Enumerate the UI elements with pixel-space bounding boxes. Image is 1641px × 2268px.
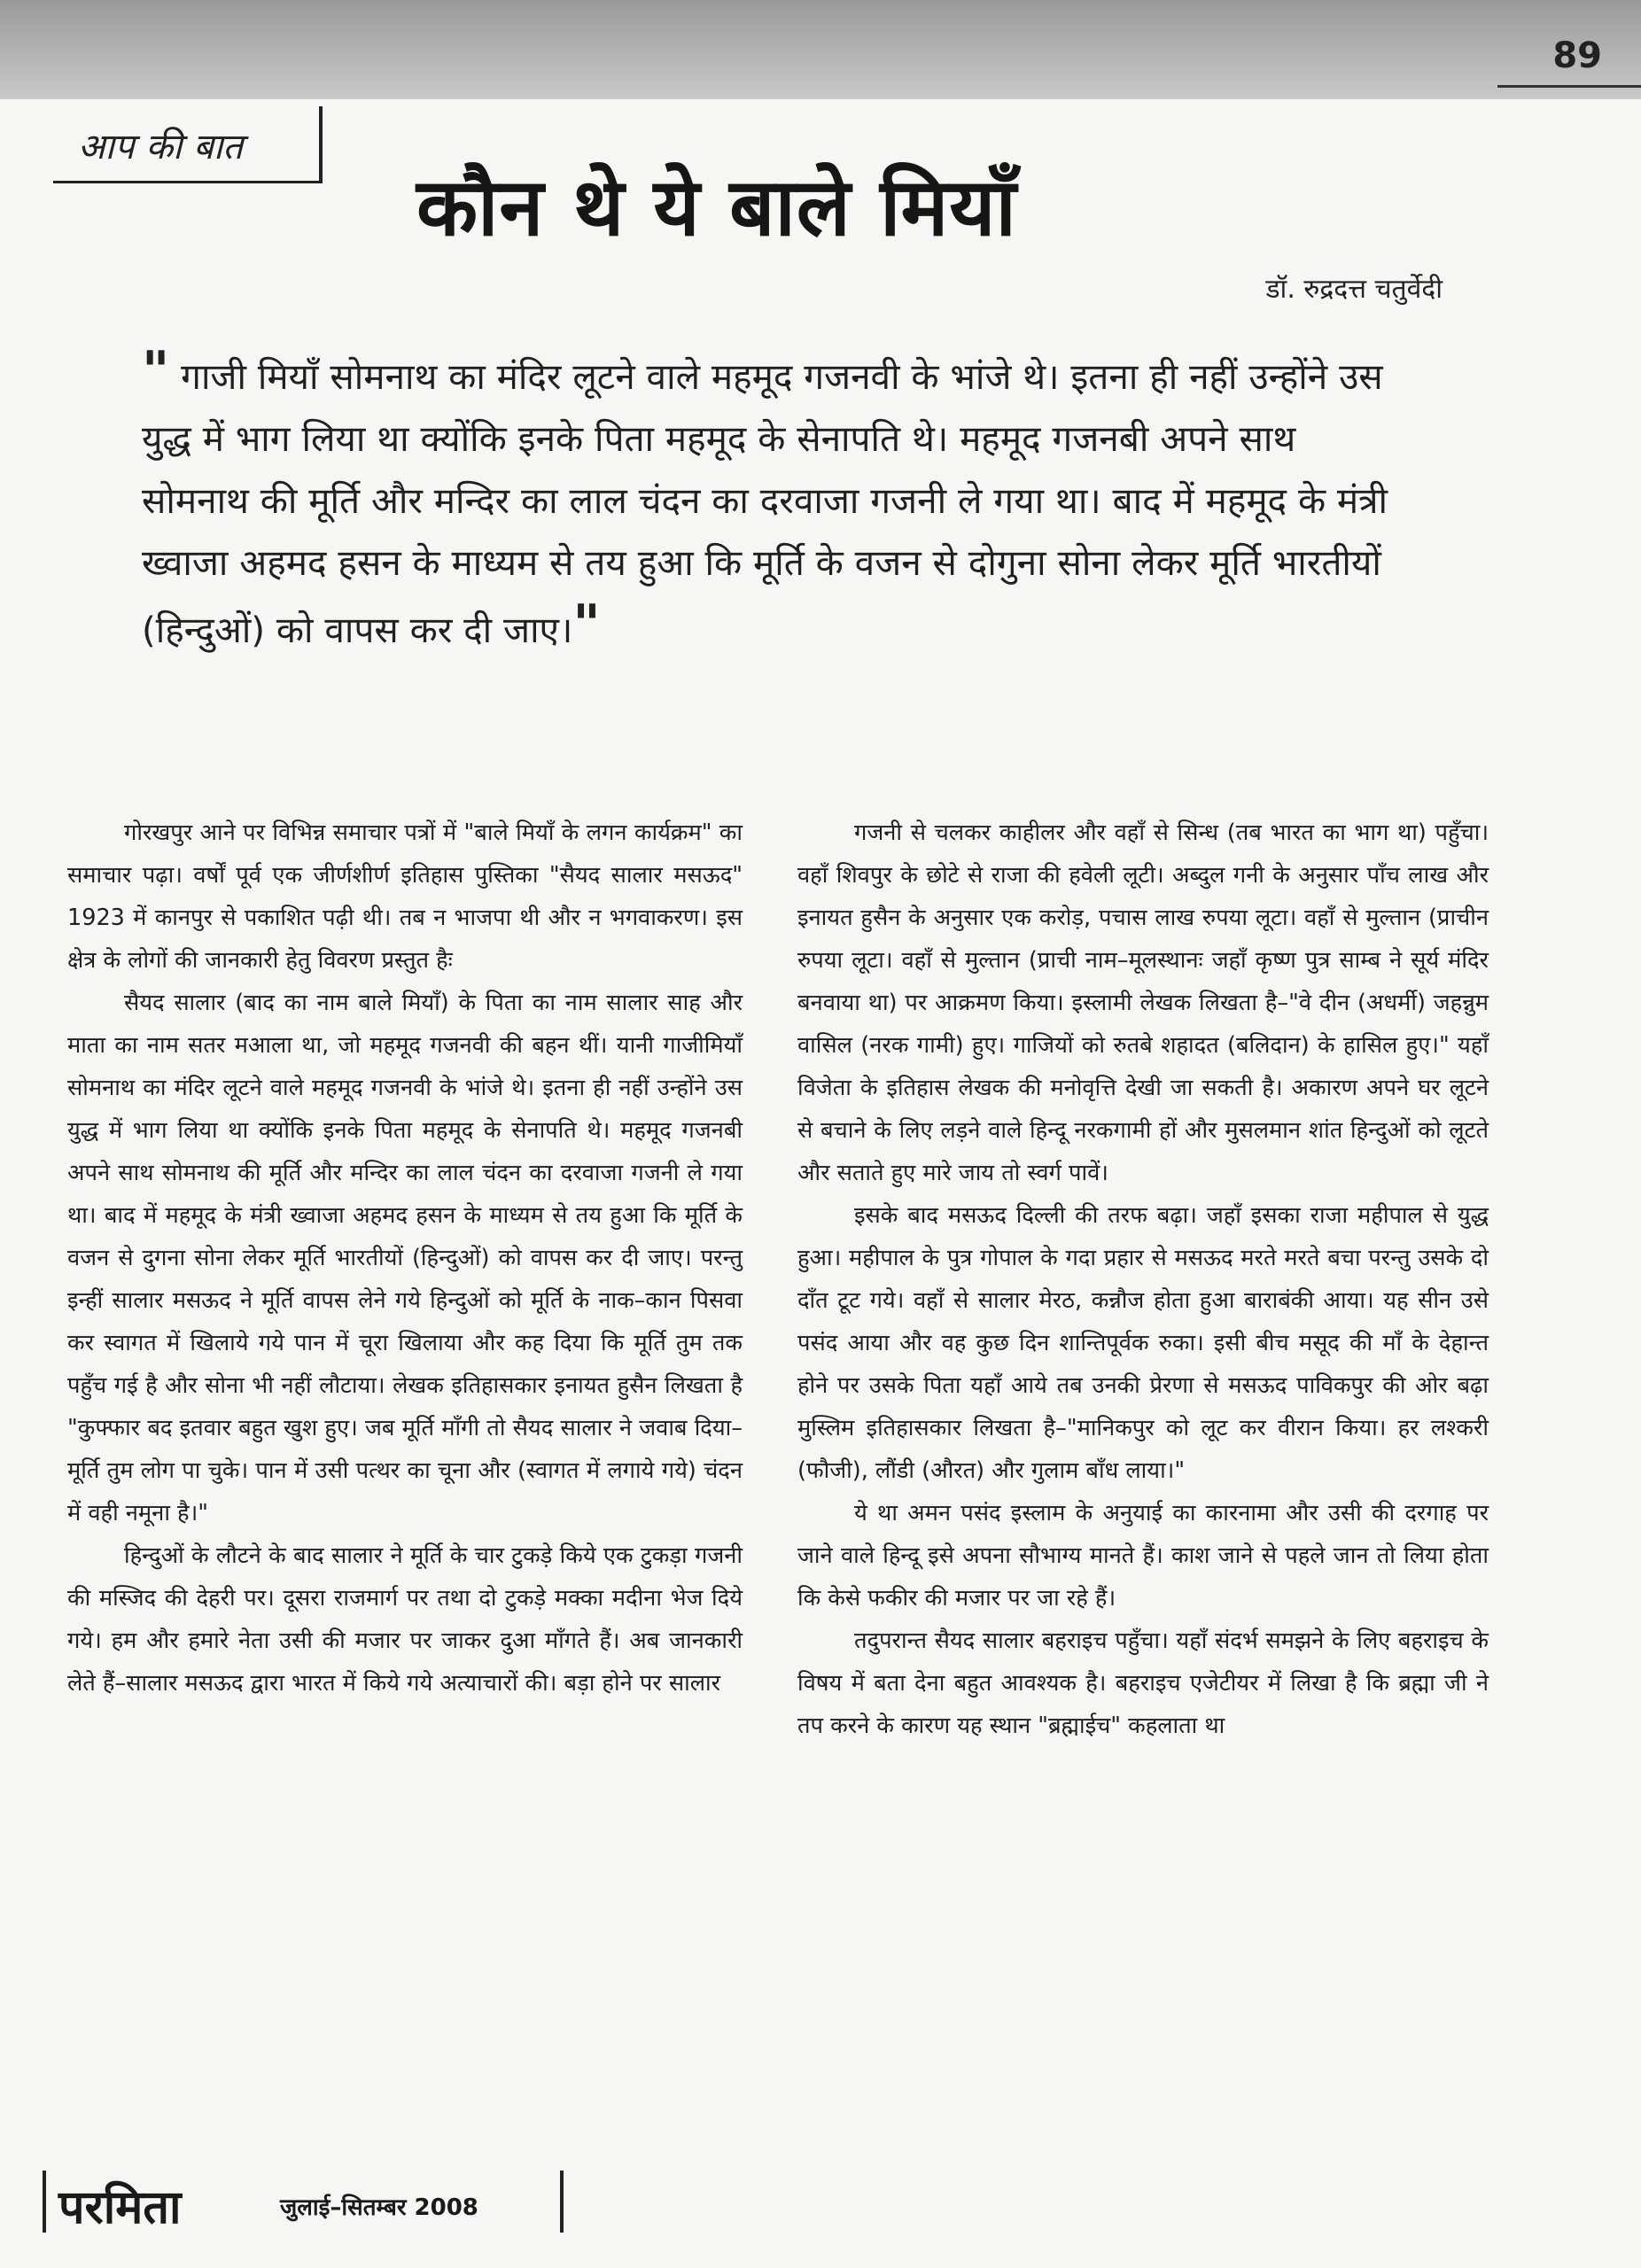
pull-quote-text: गाजी मियाँ सोमनाथ का मंदिर लूटने वाले महमूद गजनवी के भांजे थे। इतना ही नहीं उन्होंने उस युद्ध में भाग लिया था क्योंकि इनके पिता महमूद के सेनापति थे। महमूद गजनबी अपने साथ सोमनाथ की मूर्ति और मन्दिर का लाल चंदन का दरवाजा गजनी ले गया था। बाद में महमूद के मंत्री ख्वाजा अहमद हसन के माध्यम से तय हुआ कि मूर्ति के वजन से दोगुना सोना लेकर मूर्ति भारतीयों (हिन्दुओं) को वापस कर दी जाए। (142, 355, 1388, 651)
paragraph: तदुपरान्त सैयद सालार बहराइच पहुँचा। यहाँ संदर्भ समझने के लिए बहराइच के विषय में बता देना बहुत आवश्यक है। बहराइच एजेटीयर में लिखा है कि ब्रह्मा जी ने तप करने के कारण यह स्थान "ब्रह्माईच" कहलाता था (797, 1627, 1489, 1739)
issue-date: जुलाई–सितम्बर 2008 (280, 2194, 478, 2221)
pull-quote (142, 340, 1409, 661)
article-headline: कौन थे ये बाले मियाँ (416, 161, 1017, 254)
paragraph: गजनी से चलकर काहीलर और वहाँ से सिन्ध (तब भारत का भाग था) पहुँचा। वहाँ शिवपुर के छोटे से राजा की हवेली लूटी। अब्दुल गनी के अनुसार पाँच लाख और इनायत हुसैन के अनुसार एक करोड़, पचास लाख रुपया लूटा। वहाँ से मुल्तान (प्राचीन रुपया लूटा। वहाँ से मुल्तान (प्राची नाम–मूलस्थानः जहाँ कृष्ण पुत्र साम्ब ने सूर्य मंदिर बनवाया था) पर आक्रमण किया। इस्लामी लेखक लिखता है–"वे दीन (अधर्मी) जहन्नुम वासिल (नरक गामी) हुए। गाजियों को रुतबे शहादत (बलिदान) के हासिल हुए।" यहाँ विजेता के इतिहास लेखक की मनोवृत्ति देखी जा सकती है। अकारण अपने घर लूटने से बचाने के लिए लड़ने वाले हिन्दू नरकगामी हों और मुसलमान शांत हिन्दुओं को लूटते और सताते हुए मारे जाय तो स्वर्ग पावें। (797, 819, 1489, 1186)
quote-close-mark: " (572, 594, 601, 656)
top-header-band (0, 0, 1641, 99)
magazine-name: परमिता (58, 2181, 182, 2234)
article-column-left (67, 812, 743, 1705)
paragraph: इसके बाद मसऊद दिल्ली की तरफ बढ़ा। जहाँ इसका राजा महीपाल से युद्ध हुआ। महीपाल के पुत्र गोपाल के गदा प्रहार से मसऊद मरते मरते बचा परन्तु उसके दो दाँत टूट गये। वहाँ से सालार मेरठ, कन्नौज होता हुआ बाराबंकी आया। यह सीन उसे पसंद आया और वह कुछ दिन शान्तिपूर्वक रुका। इसी बीच मसूद की माँ के देहान्त होने पर उसके पिता यहाँ आये तब उनकी प्रेरणा से मसऊद पाविकपुर की ओर बढ़ा मुस्लिम इतिहासकार लिखता है–"मानिकपुर को लूट कर वीरान किया। हर लश्करी (फौजी), लौंडी (औरत) और गुलाम बाँध लाया।" (797, 1202, 1489, 1484)
paragraph: गोरखपुर आने पर विभिन्न समाचार पत्रों में "बाले मियाँ के लगन कार्यक्रम" का समाचार पढ़ा। वर्षों पूर्व एक जीर्णशीर्ण इतिहास पुस्तिका "सैयद सालार मसऊद" 1923 में कानपुर से पकाशित पढ़ी थी। तब न भाजपा थी और न भगवाकरण। इस क्षेत्र के लोगों की जानकारी हेतु विवरण प्रस्तुत हैः (67, 819, 743, 974)
page-number: 89 (1552, 35, 1602, 76)
article-column-right (797, 812, 1489, 1747)
paragraph: ये था अमन पसंद इस्लाम के अनुयाई का कारनामा और उसी की दरगाह पर जाने वाले हिन्दू इसे अपना सौभाग्य मानते हैं। काश जाने से पहले जान तो लिया होता कि केसे फकीर की मजार पर जा रहे हैं। (797, 1500, 1489, 1612)
header-rule (1497, 85, 1641, 88)
section-label: आप की बात (78, 127, 244, 167)
quote-open-mark: " (142, 340, 170, 402)
section-label-box (53, 106, 323, 183)
paragraph: सैयद सालार (बाद का नाम बाले मियाँ) के पिता का नाम सालार साह और माता का नाम सतर मआला था, जो महमूद गजनवी की बहन थीं। यानी गाजीमियाँ सोमनाथ का मंदिर लूटने वाले महमूद गजनवी के भांजे थे। इतना ही नहीं उन्होंने उस युद्ध में भाग लिया था क्योंकि इनके पिता महमूद के सेनापति थे। महमूद गजनबी अपने साथ सोमनाथ की मूर्ति और मन्दिर का लाल चंदन का दरवाजा गजनी ले गया था। बाद में महमूद के मंत्री ख्वाजा अहमद हसन के माध्यम से तय हुआ कि मूर्ति के वजन से दुगना सोना लेकर मूर्ति भारतीयों (हिन्दुओं) को वापस कर दी जाए। परन्तु इन्हीं सालार मसऊद ने मूर्ति वापस लेने गये हिन्दुओं को मूर्ति के नाक–कान पिसवा कर स्वागत में खिलाये गये पान में चूरा खिलाया और कह दिया कि मूर्ति तुम तक पहुँच गई है और सोना भी नहीं लौटाया। लेखक इतिहासकार इनायत हुसैन लिखता है "कुफ्फार बद इतवार बहुत खुश हुए। जब मूर्ति माँगी तो सैयद सालार ने जवाब दिया–मूर्ति तुम लोग पा चुके। पान में उसी पत्थर का चूना और (स्वागत में लगाये गये) चंदन में वही नमूना है।" (67, 990, 743, 1526)
article-author: डॉ. रुद्रदत्त चतुर्वेदी (1265, 274, 1443, 305)
paragraph: हिन्दुओं के लौटने के बाद सालार ने मूर्ति के चार टुकड़े किये एक टुकड़ा गजनी की मस्जिद की देहरी पर। दूसरा राजमार्ग पर तथा दो टुकड़े मक्का मदीना भेज दिये गये। हम और हमारे नेता उसी की मजार पर जाकर दुआ माँगते हैं। अब जानकारी लेते हैं–सालार मसऊद द्वारा भारत में किये गये अत्याचारों की। बड़ा होने पर सालार (67, 1542, 743, 1697)
magazine-footer (43, 2171, 564, 2233)
